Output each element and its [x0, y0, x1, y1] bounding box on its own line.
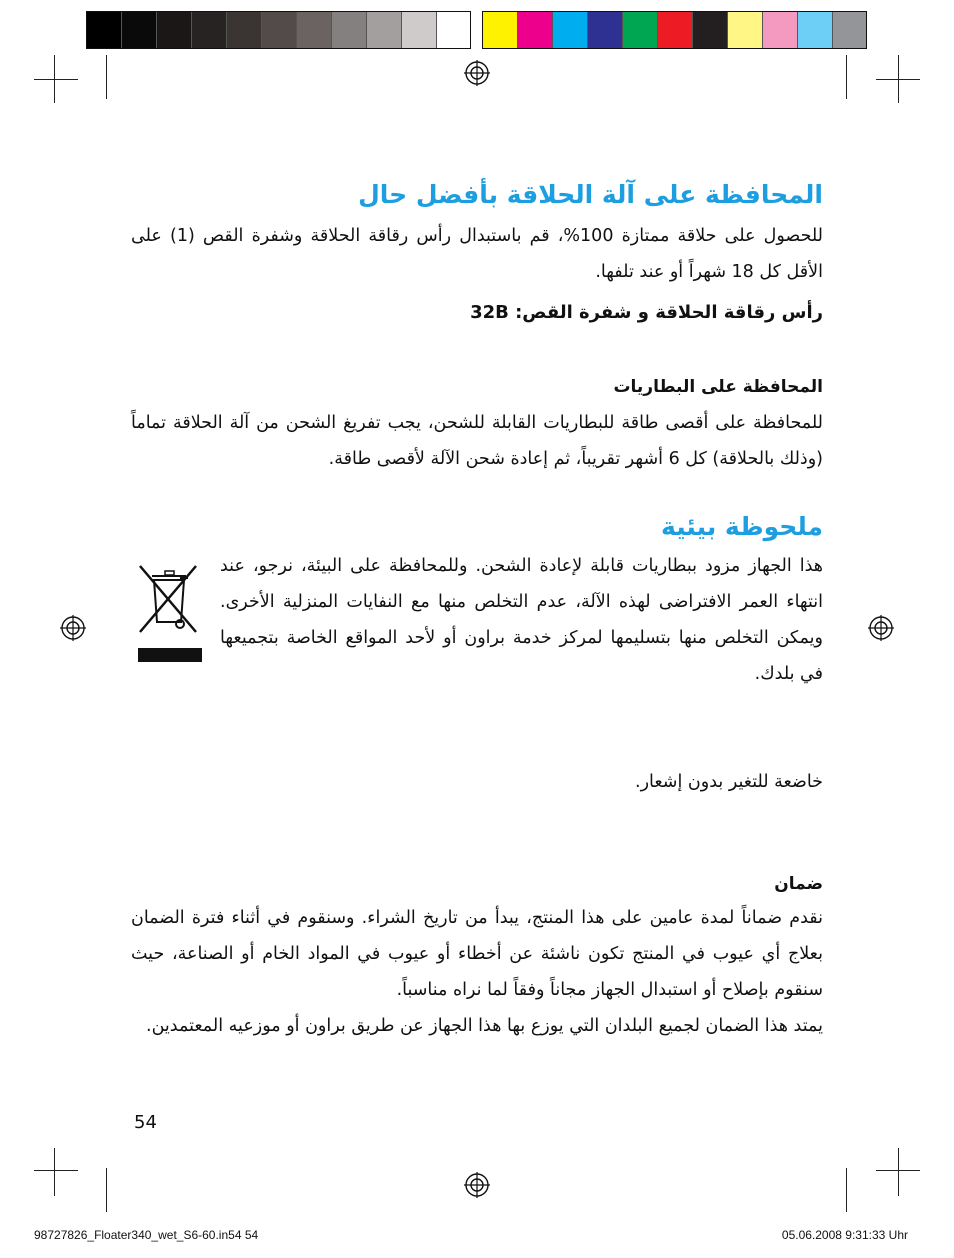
grayscale-swatch [367, 12, 402, 48]
grayscale-swatch [122, 12, 157, 48]
crop-mark [54, 55, 55, 103]
color-swatch [588, 12, 623, 48]
grayscale-swatch [157, 12, 192, 48]
grayscale-color-bar [86, 11, 471, 49]
crop-mark [34, 1170, 78, 1171]
crop-mark [898, 55, 899, 103]
crop-mark [54, 1148, 55, 1196]
part-number-label: رأس رقاقة الحلاقة و شفرة القص: 32B [470, 302, 823, 323]
grayscale-swatch [332, 12, 367, 48]
crop-mark [106, 1168, 107, 1212]
warranty-paragraph-2: يمتد هذا الضمان لجميع البلدان التي يوزع بها هذا الجهاز عن طريق براون أو موزعيه المعتمدين. [146, 1016, 823, 1036]
care-paragraph: للحصول على حلاقة ممتازة 100%، قم باستبدال رأس رقاقة الحلاقة وشفرة القص (1) على الأقل كل 18 شهراً أو عند تلفها. [131, 226, 823, 282]
crop-mark [846, 55, 847, 99]
registration-target-icon [464, 1172, 490, 1198]
color-swatch [728, 12, 763, 48]
crossed-out-wheelie-bin-icon [136, 562, 204, 664]
battery-paragraph: للمحافظة على أقصى طاقة للبطاريات القابلة للشحن، يجب تفريغ الشحن من آلة الحلاقة تماماً (وذلك بالحلاقة) كل 6 أشهر تقريباً، ثم إعادة شحن الآلة لأقصى طاقة. [131, 413, 823, 469]
crop-mark [106, 55, 107, 99]
color-swatch [798, 12, 833, 48]
color-swatch [693, 12, 728, 48]
crop-mark [846, 1168, 847, 1212]
environment-heading: ملحوظة بيئية [661, 512, 823, 541]
registration-target-icon [464, 60, 490, 86]
grayscale-swatch [262, 12, 297, 48]
color-swatch [553, 12, 588, 48]
warranty-heading: ضمان [774, 874, 823, 894]
battery-heading: المحافظة على البطاريات [613, 377, 823, 397]
change-notice: خاضعة للتغير بدون إشعار. [635, 772, 823, 792]
grayscale-swatch [192, 12, 227, 48]
color-swatch [658, 12, 693, 48]
process-color-bar [482, 11, 867, 49]
color-swatch [833, 12, 866, 48]
crop-mark [34, 79, 78, 80]
registration-target-icon [60, 615, 86, 641]
grayscale-swatch [437, 12, 470, 48]
color-swatch [483, 12, 518, 48]
page-number: 54 [134, 1112, 157, 1133]
environment-paragraph: هذا الجهاز مزود ببطاريات قابلة لإعادة الشحن. وللمحافظة على البيئة، نرجو، عند انتهاء العمر الافتراضى لهذه الآلة، عدم التخلص منها مع النفايات المنزلية الأخرى. ويمكن التخلص منها بتسليمها لمركز خدمة براون أو لأحد المواقع الخاصة بتجميعها في بلدك. [220, 556, 823, 684]
grayscale-swatch [87, 12, 122, 48]
footer-timestamp: 05.06.2008 9:31:33 Uhr [781, 1228, 908, 1242]
crop-mark [898, 1148, 899, 1196]
color-swatch [518, 12, 553, 48]
registration-target-icon [868, 615, 894, 641]
grayscale-swatch [227, 12, 262, 48]
color-swatch [763, 12, 798, 48]
care-heading: المحافظة على آلة الحلاقة بأفضل حال [358, 180, 823, 209]
color-swatch [623, 12, 658, 48]
grayscale-swatch [297, 12, 332, 48]
warranty-paragraph-1: نقدم ضماناً لمدة عامين على هذا المنتج، يبدأ من تاريخ الشراء. وسنقوم في أثناء فترة الضمان بعلاج أي عيوب في المنتج تكون ناشئة عن أخطاء أو عيوب في المواد الخام أو الصناعة، حيث سنقوم بإصلاح أو استبدال الجهاز مجاناً وفقاً لما نراه مناسباً. [131, 908, 823, 1000]
grayscale-swatch [402, 12, 437, 48]
footer-file-info: 98727826_Floater340_wet_S6-60.in54 54 [34, 1228, 259, 1242]
